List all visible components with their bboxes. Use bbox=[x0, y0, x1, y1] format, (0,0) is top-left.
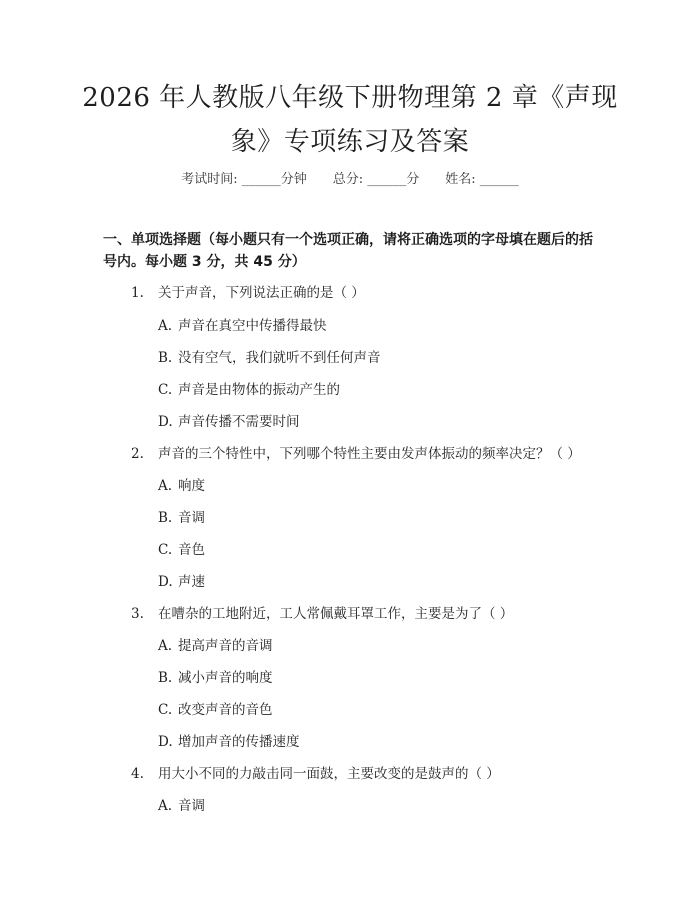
option-letter: C. bbox=[158, 702, 173, 718]
option-text: 声音传播不需要时间 bbox=[178, 414, 300, 430]
option-letter: C. bbox=[158, 542, 173, 558]
question-2-option-a bbox=[158, 476, 205, 496]
name-field: 姓名: ______ bbox=[445, 172, 519, 187]
option-text: 声速 bbox=[178, 574, 205, 590]
option-text: 增加声音的传播速度 bbox=[178, 734, 300, 750]
option-letter: A. bbox=[158, 478, 173, 494]
title-line-2: 象》专项练习及答案 bbox=[230, 127, 470, 157]
option-letter: D. bbox=[158, 414, 173, 430]
question-2-text: 声音的三个特性中，下列哪个特性主要由发声体振动的频率决定？（ ） bbox=[158, 446, 581, 462]
option-letter: C. bbox=[158, 382, 173, 398]
option-letter: B. bbox=[158, 670, 173, 686]
question-number: 1. bbox=[131, 285, 144, 301]
question-1-option-b bbox=[158, 348, 381, 368]
question-1-text: 关于声音，下列说法正确的是（ ） bbox=[158, 285, 365, 301]
option-text: 减小声音的响度 bbox=[178, 670, 273, 686]
question-number: 3. bbox=[131, 606, 144, 622]
option-text: 提高声音的音调 bbox=[178, 638, 273, 654]
title-line-1: 2026 年人教版八年级下册物理第 2 章《声现 bbox=[82, 83, 618, 113]
question-3-text: 在嘈杂的工地附近，工人常佩戴耳罩工作，主要是为了（ ） bbox=[158, 606, 514, 622]
option-text: 声音是由物体的振动产生的 bbox=[178, 382, 340, 398]
document-title bbox=[80, 76, 620, 164]
total-score-field: 总分: ______分 bbox=[332, 172, 420, 187]
option-text: 音调 bbox=[178, 510, 205, 526]
option-text: 改变声音的音色 bbox=[178, 702, 273, 718]
question-number: 2. bbox=[131, 446, 144, 462]
question-2-option-d bbox=[158, 572, 205, 592]
exam-time-field: 考试时间: ______分钟 bbox=[181, 172, 307, 187]
option-letter: A. bbox=[158, 638, 173, 654]
question-4-text: 用大小不同的力敲击同一面鼓，主要改变的是鼓声的（ ） bbox=[158, 766, 500, 782]
option-text: 音调 bbox=[178, 798, 205, 814]
option-letter: A. bbox=[158, 798, 173, 814]
question-3-option-c bbox=[158, 700, 273, 720]
question-1-option-d bbox=[158, 412, 300, 432]
question-1-option-a bbox=[158, 316, 327, 336]
question-4-option-a bbox=[158, 796, 205, 816]
question-3-option-b bbox=[158, 668, 273, 688]
option-letter: B. bbox=[158, 510, 173, 526]
option-text: 没有空气，我们就听不到任何声音 bbox=[178, 350, 381, 366]
option-text: 响度 bbox=[178, 478, 205, 494]
exam-meta bbox=[0, 168, 700, 187]
option-letter: D. bbox=[158, 734, 173, 750]
question-3-option-a bbox=[158, 636, 273, 656]
option-letter: A. bbox=[158, 318, 173, 334]
option-text: 音色 bbox=[178, 542, 205, 558]
question-2-option-c bbox=[158, 540, 205, 560]
option-text: 声音在真空中传播得最快 bbox=[178, 318, 327, 334]
question-2-option-b bbox=[158, 508, 205, 528]
option-letter: B. bbox=[158, 350, 173, 366]
question-1-option-c bbox=[158, 380, 340, 400]
section-heading: 一、单项选择题（每小题只有一个选项正确，请将正确选项的字母填在题后的括号内。每小题 3 分，共 45 分） bbox=[103, 232, 593, 270]
question-number: 4. bbox=[131, 766, 144, 782]
option-letter: D. bbox=[158, 574, 173, 590]
question-3-option-d bbox=[158, 732, 300, 752]
